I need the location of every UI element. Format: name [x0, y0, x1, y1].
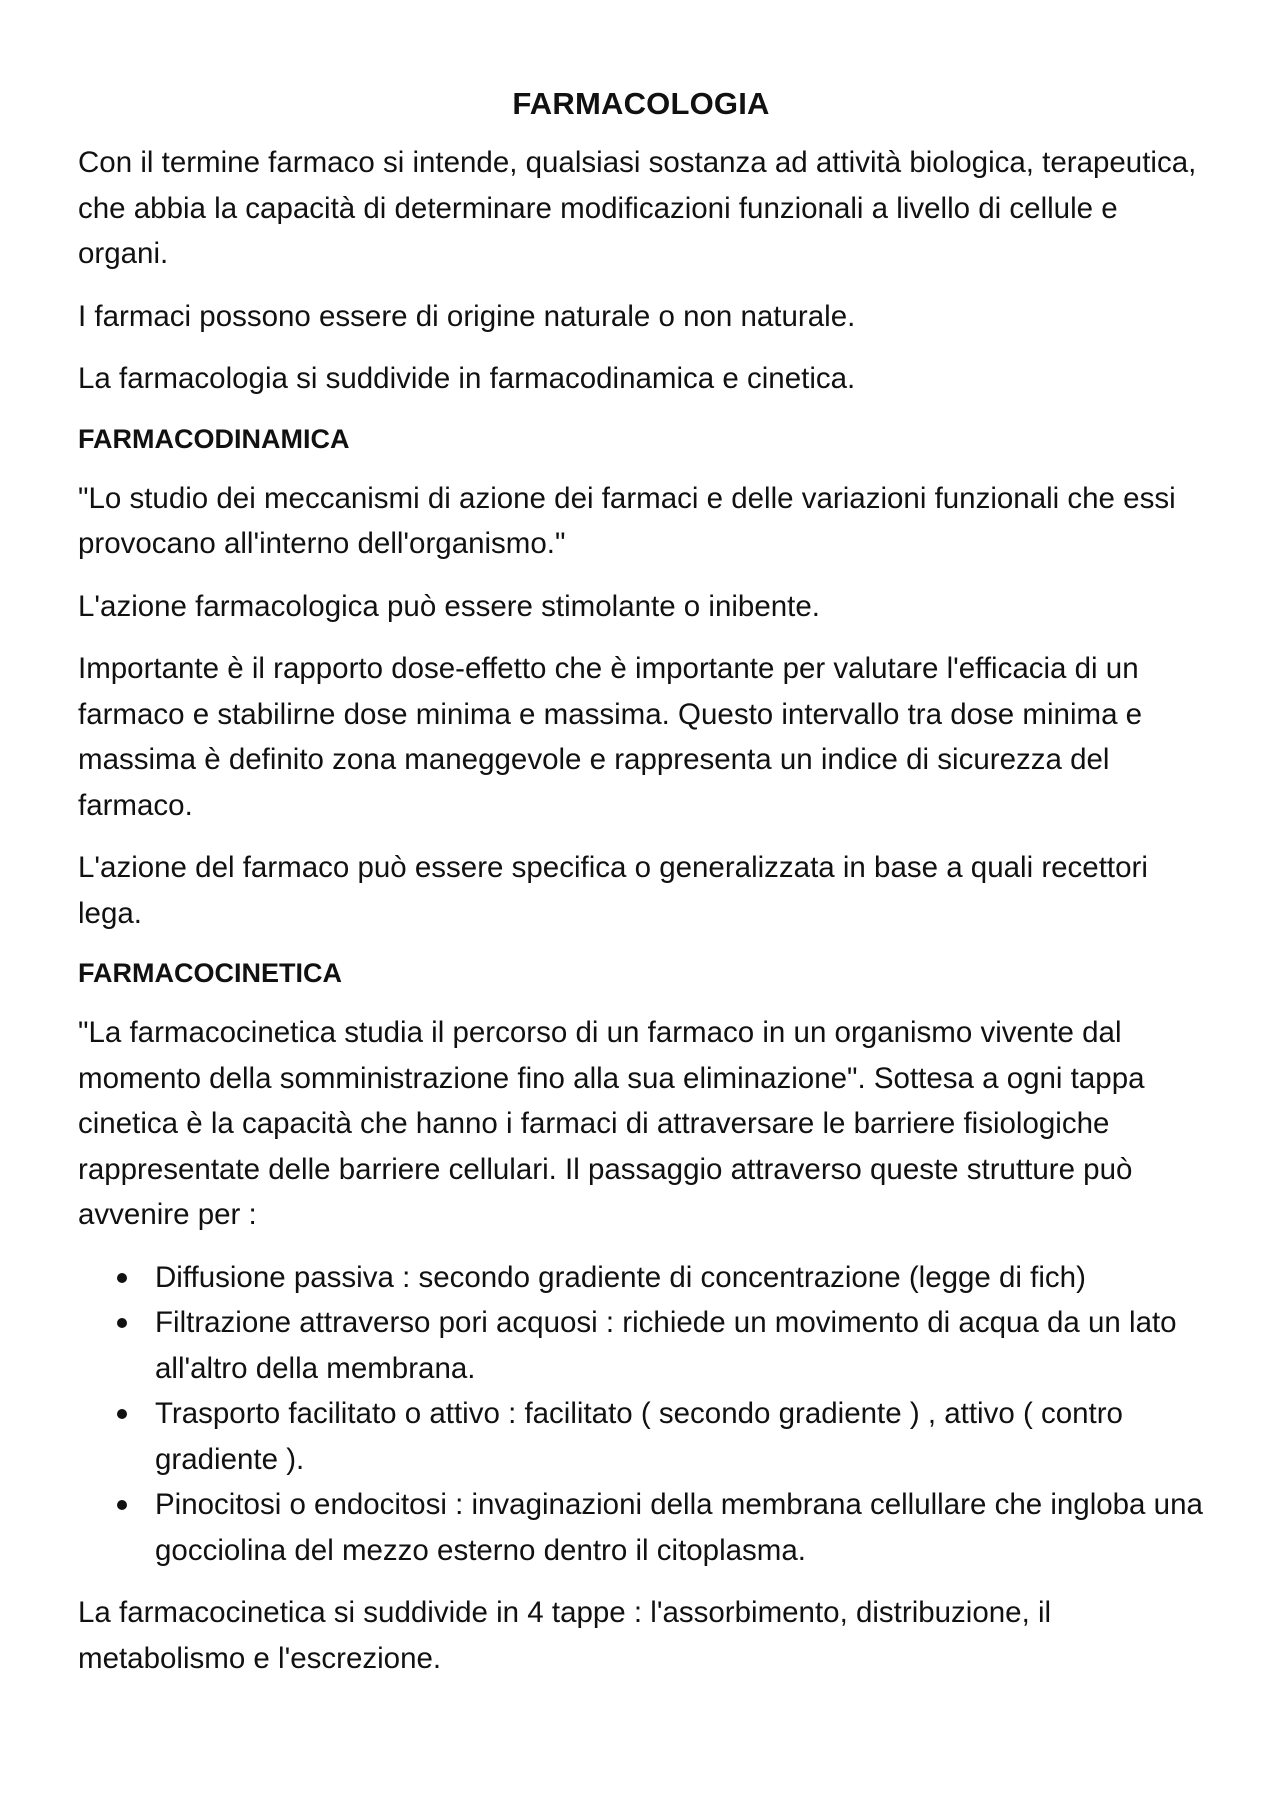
transport-mechanisms-list [78, 1255, 1204, 1574]
list-item [78, 1300, 1204, 1391]
list-item-text: Filtrazione attraverso pori acquosi : richiede un movimento di acqua da un lato all'altro della membrana. [155, 1306, 1177, 1385]
section-heading-farmacodinamica: FARMACODINAMICA [78, 423, 350, 454]
section-heading-farmacocinetica: FARMACOCINETICA [78, 958, 342, 988]
list-item [78, 1482, 1204, 1573]
farmacodinamica-paragraph-specificity: L'azione del farmaco può essere specifica o generalizzata in base a quali recettori lega. [78, 851, 1148, 930]
intro-paragraph-definition: Con il termine farmaco si intende, qualsiasi sostanza ad attività biologica, terapeutica, che abbia la capacità di determinare modificazioni funzionali a livello di cellule e organi. [78, 146, 1197, 270]
farmacodinamica-paragraph-action: L'azione farmacologica può essere stimolante o inibente. [78, 589, 820, 623]
page-title: FARMACOLOGIA [512, 86, 770, 121]
farmacodinamica-paragraph-dose-effect: Importante è il rapporto dose-effetto che è importante per valutare l'efficacia di un farmaco e stabilirne dose minima e massima. Questo intervallo tra dose minima e massima è definito zona maneggevole e rappresenta un indice di sicurezza del farmaco. [78, 652, 1143, 822]
list-item [78, 1255, 1204, 1301]
bullet-icon [117, 1409, 127, 1419]
list-item-text: Pinocitosi o endocitosi : invaginazioni della membrana cellullare che ingloba una gocciolina del mezzo esterno dentro il citoplasma. [155, 1488, 1203, 1567]
list-item-text: Trasporto facilitato o attivo : facilitato ( secondo gradiente ) , attivo ( contro gradiente ). [155, 1397, 1123, 1476]
farmacodinamica-paragraph-definition: "Lo studio dei meccanismi di azione dei farmaci e delle variazioni funzionali che essi provocano all'interno dell'organismo." [78, 481, 1176, 560]
bullet-icon [117, 1318, 127, 1328]
intro-paragraph-origin: I farmaci possono essere di origine naturale o non naturale. [78, 299, 856, 333]
intro-paragraph-subdivision: La farmacologia si suddivide in farmacodinamica e cinetica. [78, 362, 856, 395]
list-item-text: Diffusione passiva : secondo gradiente di concentrazione (legge di fich) [155, 1260, 1086, 1294]
farmacocinetica-paragraph-definition: "La farmacocinetica studia il percorso di un farmaco in un organismo vivente dal momento della somministrazione fino alla sua eliminazione". Sottesa a ogni tappa cinetica è la capacità che hanno i farmaci di attraversare le barriere fisiologiche rappresentate delle barriere cellulari. Il passaggio attraverso queste strutture può avvenire per : [78, 1016, 1145, 1231]
bullet-icon [117, 1273, 127, 1283]
bullet-icon [117, 1500, 127, 1510]
farmacocinetica-paragraph-stages: La farmacocinetica si suddivide in 4 tappe : l'assorbimento, distribuzione, il metabolismo e l'escrezione. [78, 1596, 1052, 1675]
list-item [78, 1391, 1204, 1482]
